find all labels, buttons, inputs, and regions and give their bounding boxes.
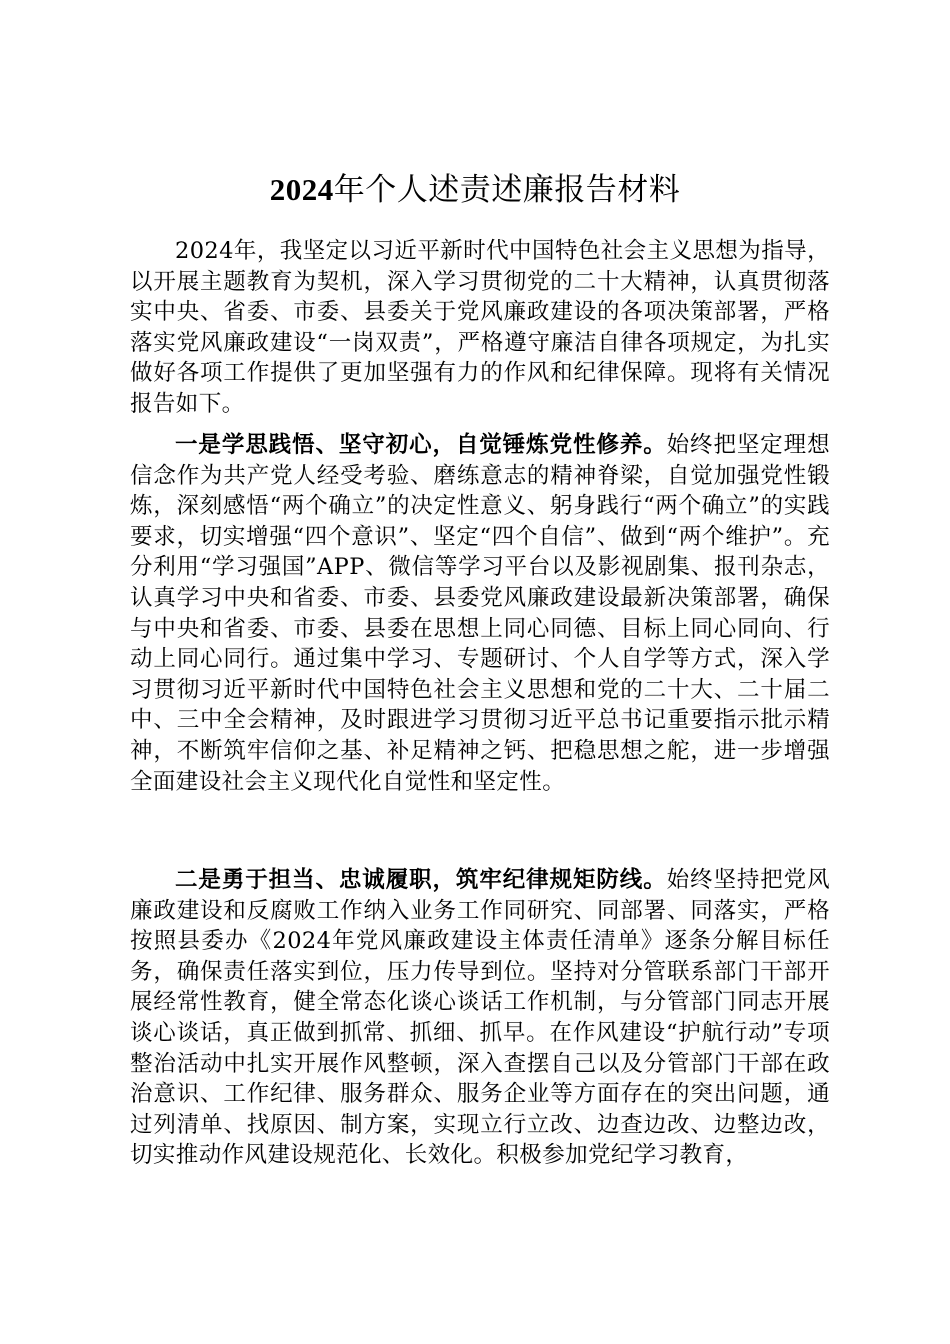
document-title xyxy=(0,168,950,212)
section-one-heading: 一是学思践悟、坚守初心，自觉锤炼党性修养。 xyxy=(175,432,667,458)
section-two-heading: 二是勇于担当、忠诚履职，筑牢纪律规矩防线。 xyxy=(175,867,667,893)
paragraph-section-one xyxy=(130,430,830,797)
paragraph-intro-text: 2024年，我坚定以习近平新时代中国特色社会主义思想为指导，以开展主题教育为契机，深入学习贯彻党的二十大精神，认真贯彻落实中央、省委、市委、县委关于党风廉政建设的各项决策部署，严格落实党风廉政建设“一岗双责”，严格遵守廉洁自律各项规定，为扎实做好各项工作提供了更加坚强有力的作风和纪律保障。现将有关情况报告如下。 xyxy=(130,238,830,417)
section-one-text: 始终把坚定理想信念作为共产党人经受考验、磨练意志的精神脊梁，自觉加强党性锻炼，深刻感悟“两个确立”的决定性意义、躬身践行“两个确立”的实践要求，切实增强“四个意识”、坚定“四个自信”、做到“两个维护”。充分利用“学习强国”APP、微信等学习平台以及影视剧集、报刊杂志，认真学习中央和省委、市委、县委党风廉政建设最新决策部署，确保与中央和省委、市委、县委在思想上同心同德、目标上同心同向、行动上同心同行。通过集中学习、专题研讨、个人自学等方式，深入学习贯彻习近平新时代中国特色社会主义思想和党的二十大、二十届二中、三中全会精神，及时跟进学习贯彻习近平总书记重要指示批示精神，不断筑牢信仰之基、补足精神之钙、把稳思想之舵，进一步增强全面建设社会主义现代化自觉性和坚定性。 xyxy=(130,432,830,795)
title-year: 2024 xyxy=(269,172,334,207)
paragraph-section-two xyxy=(130,865,830,1171)
section-two-text: 始终坚持把党风廉政建设和反腐败工作纳入业务工作同研究、同部署、同落实，严格按照县委办《2024年党风廉政建设主体责任清单》逐条分解目标任务，确保责任落实到位，压力传导到位。坚持对分管联系部门干部开展经常性教育，健全常态化谈心谈话工作机制，与分管部门同志开展谈心谈话，真正做到抓常、抓细、抓早。在作风建设“护航行动”专项整治活动中扎实开展作风整顿，深入查摆自己以及分管部门干部在政治意识、工作纪律、服务群众、服务企业等方面存在的突出问题，通过列清单、找原因、制方案，实现立行立改、边查边改、边整边改，切实推动作风建设规范化、长效化。积极参加党纪学习教育， xyxy=(130,867,830,1169)
paragraph-intro xyxy=(130,236,830,420)
title-text: 年个人述责述廉报告材料 xyxy=(333,172,681,208)
